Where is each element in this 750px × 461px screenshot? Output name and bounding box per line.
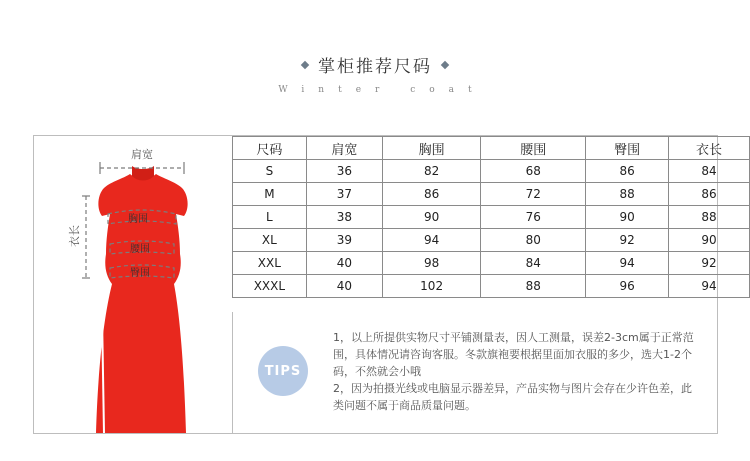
cell-waist: 72 — [481, 183, 586, 206]
cell-hip: 92 — [586, 229, 669, 252]
dress-icon — [96, 174, 188, 433]
cell-chest: 90 — [383, 206, 481, 229]
label-length: 衣长 — [68, 225, 81, 247]
cell-size: M — [233, 183, 307, 206]
cell-hip: 90 — [586, 206, 669, 229]
tips-text — [333, 329, 698, 414]
tips-badge: TIPS — [258, 346, 308, 396]
dress-figure — [34, 136, 232, 433]
tips-box — [232, 312, 718, 434]
header-size: 尺码 — [233, 137, 307, 160]
cell-hip: 96 — [586, 275, 669, 298]
size-table — [232, 136, 750, 298]
page-title: 掌柜推荐尺码 — [318, 57, 432, 77]
cell-chest: 98 — [383, 252, 481, 275]
cell-size: XL — [233, 229, 307, 252]
cell-shoulder: 40 — [306, 275, 382, 298]
cell-waist: 80 — [481, 229, 586, 252]
cell-length: 88 — [669, 206, 750, 229]
cell-chest: 82 — [383, 160, 481, 183]
cell-size: S — [233, 160, 307, 183]
cell-shoulder: 37 — [306, 183, 382, 206]
table-header-row — [233, 137, 750, 160]
header-hip: 臀围 — [586, 137, 669, 160]
cell-size: XXL — [233, 252, 307, 275]
cell-shoulder: 40 — [306, 252, 382, 275]
cell-size: L — [233, 206, 307, 229]
cell-hip: 94 — [586, 252, 669, 275]
cell-shoulder: 39 — [306, 229, 382, 252]
cell-waist: 68 — [481, 160, 586, 183]
header-chest: 胸围 — [383, 137, 481, 160]
cell-shoulder: 36 — [306, 160, 382, 183]
header — [0, 52, 750, 95]
cell-chest: 94 — [383, 229, 481, 252]
cell-length: 92 — [669, 252, 750, 275]
label-chest: 胸围 — [128, 214, 148, 225]
cell-length: 94 — [669, 275, 750, 298]
cell-length: 90 — [669, 229, 750, 252]
diamond-right-icon — [441, 60, 449, 68]
cell-hip: 86 — [586, 160, 669, 183]
cell-chest: 102 — [383, 275, 481, 298]
cell-length: 84 — [669, 160, 750, 183]
title-row — [0, 52, 750, 77]
diamond-left-icon — [301, 60, 309, 68]
table-row — [233, 206, 750, 229]
label-waist: 腰围 — [130, 244, 150, 255]
tips-line-1: 1，以上所提供实物尺寸平铺测量表，因人工测量，误差2-3cm属于正常范围，具体情况请咨询客服。冬款旗袍要根据里面加衣服的多少，选大1-2个码，不然就会小哦 — [333, 331, 694, 378]
header-length: 衣长 — [669, 137, 750, 160]
cell-size: XXXL — [233, 275, 307, 298]
header-shoulder: 肩宽 — [306, 137, 382, 160]
cell-chest: 86 — [383, 183, 481, 206]
label-hip: 臀围 — [130, 268, 150, 279]
page-subtitle: Winter coat — [278, 85, 486, 95]
label-shoulder: 肩宽 — [131, 148, 153, 161]
cell-shoulder: 38 — [306, 206, 382, 229]
header-waist: 腰围 — [481, 137, 586, 160]
table-row — [233, 252, 750, 275]
table-row — [233, 160, 750, 183]
cell-waist: 88 — [481, 275, 586, 298]
table-row — [233, 229, 750, 252]
tips-line-2: 2，因为拍摄光线或电脑显示器差异，产品实物与图片会存在少许色差，此类问题不属于商品质量问题。 — [333, 382, 692, 412]
cell-length: 86 — [669, 183, 750, 206]
cell-waist: 76 — [481, 206, 586, 229]
table-row — [233, 183, 750, 206]
table-row — [233, 275, 750, 298]
cell-waist: 84 — [481, 252, 586, 275]
cell-hip: 88 — [586, 183, 669, 206]
